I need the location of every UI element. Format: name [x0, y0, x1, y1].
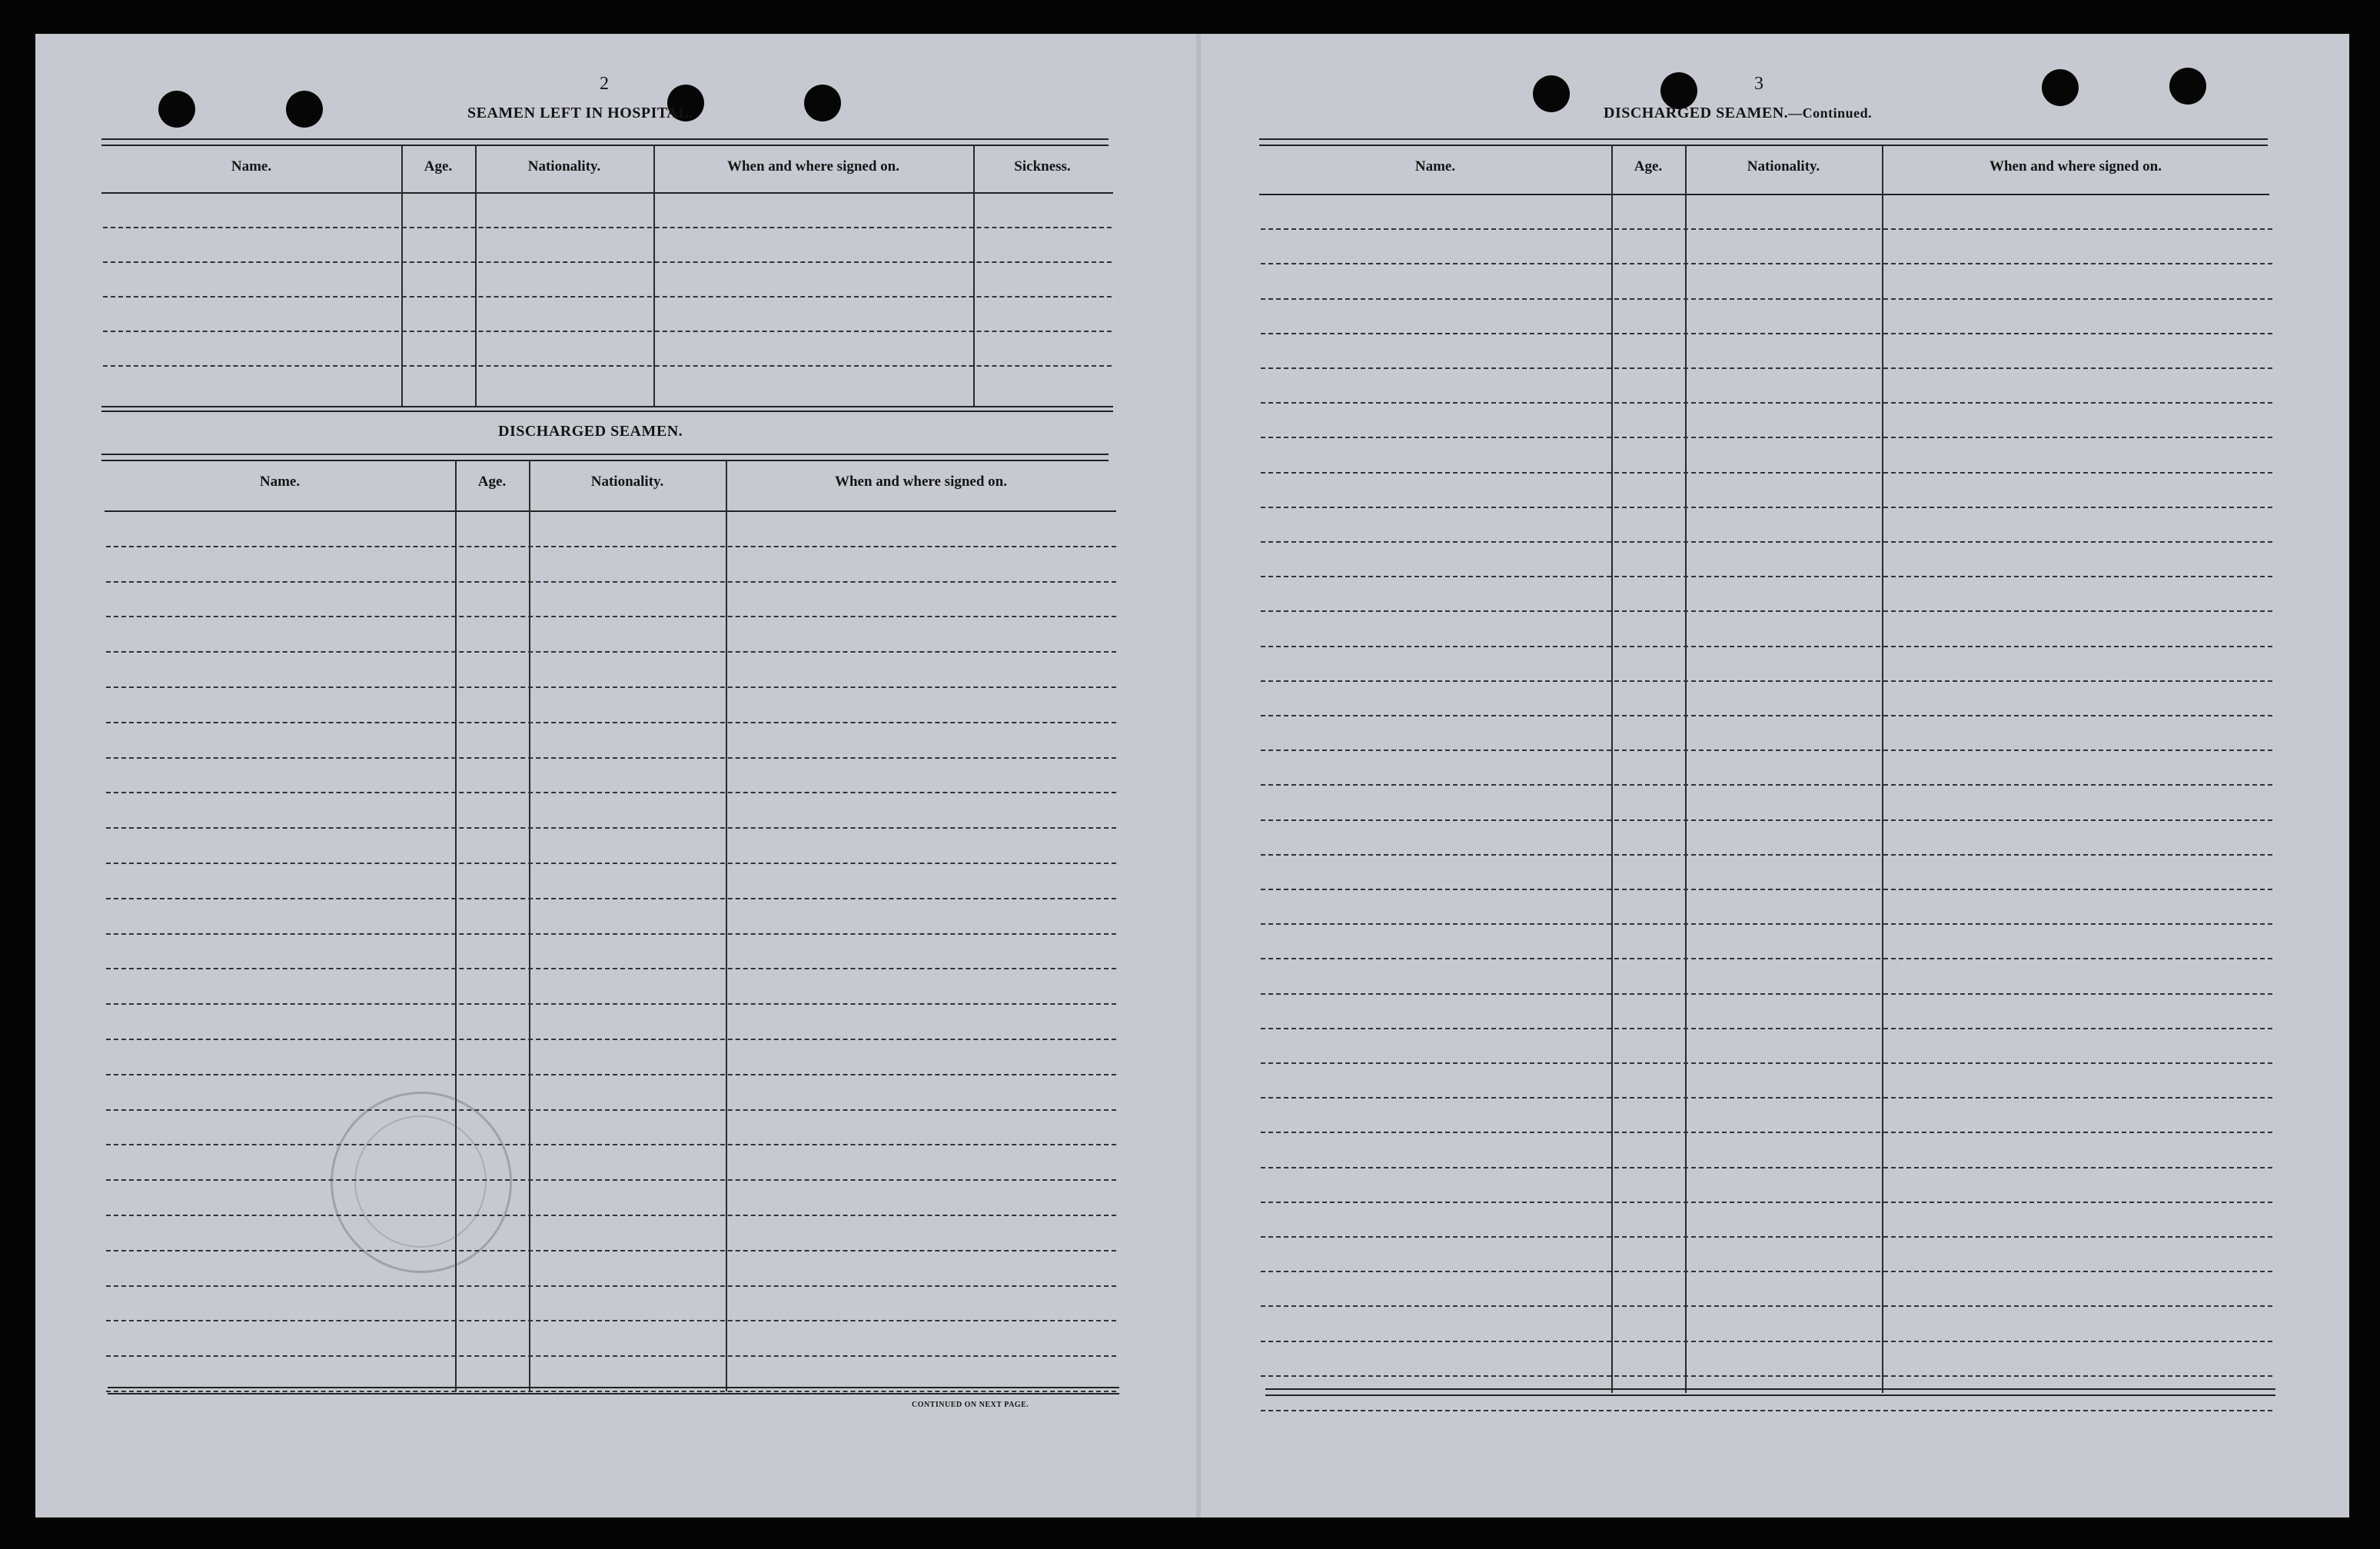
table-row — [106, 968, 1116, 969]
table-row — [106, 1215, 1116, 1216]
left-sheet — [35, 34, 1199, 1517]
rule — [101, 454, 1109, 455]
table-row — [106, 686, 1116, 688]
table-row — [106, 757, 1116, 759]
table-row — [1261, 1236, 2272, 1238]
column-divider — [475, 145, 477, 406]
table-row — [106, 1144, 1116, 1145]
column-divider — [529, 460, 530, 1391]
table-row — [1261, 646, 2272, 647]
rule — [1265, 1394, 2275, 1396]
table-row — [106, 1109, 1116, 1111]
continued-note: CONTINUED ON NEXT PAGE. — [912, 1401, 1029, 1409]
col-header-age: Age. — [477, 474, 507, 490]
rule — [108, 1393, 1119, 1394]
rule — [1259, 145, 2268, 146]
punch-hole — [2042, 69, 2079, 106]
punch-hole — [158, 91, 195, 128]
col-header-name: Name. — [259, 474, 301, 490]
table-row — [106, 722, 1116, 723]
col-header-nationality: Nationality. — [1747, 158, 1820, 175]
table-row — [106, 1039, 1116, 1040]
table-row — [1261, 1028, 2272, 1029]
table-row — [106, 1285, 1116, 1287]
table-row — [106, 1003, 1116, 1005]
section-title-main: DISCHARGED SEAMEN. — [1604, 105, 1789, 121]
column-divider — [973, 145, 975, 406]
punch-hole — [286, 91, 323, 128]
table-row — [1261, 298, 2272, 300]
rule — [1259, 194, 2269, 195]
table-row — [1261, 1305, 2272, 1307]
rule — [105, 510, 1116, 512]
stamp-impression — [331, 1092, 512, 1273]
rule — [108, 1387, 1119, 1388]
table-row — [1261, 228, 2272, 230]
rule — [101, 460, 1109, 461]
column-divider — [1685, 145, 1687, 1393]
page-number: 3 — [1754, 74, 1763, 94]
table-row — [1261, 750, 2272, 751]
table-row — [1261, 472, 2272, 474]
table-row — [1261, 541, 2272, 543]
table-row — [1261, 819, 2272, 821]
table-row — [106, 1179, 1116, 1181]
table-row — [1261, 437, 2272, 438]
table-row — [106, 1250, 1116, 1251]
table-row — [106, 792, 1116, 793]
table-row — [106, 581, 1116, 583]
table-row — [1261, 576, 2272, 577]
table-row — [106, 651, 1116, 653]
table-row — [106, 933, 1116, 935]
table-row — [1261, 923, 2272, 925]
table-row — [106, 1074, 1116, 1075]
col-header-nationality: Nationality. — [527, 158, 601, 175]
table-row — [1261, 1341, 2272, 1342]
table-row — [106, 1391, 1116, 1392]
table-row — [106, 827, 1116, 829]
rule — [1259, 138, 2268, 140]
table-row — [1261, 610, 2272, 612]
page-fold — [1196, 34, 1201, 1517]
col-header-name: Name. — [1414, 158, 1456, 175]
table-row — [1261, 715, 2272, 716]
table-row — [1261, 1271, 2272, 1272]
column-divider — [726, 460, 727, 1391]
rule — [101, 145, 1109, 146]
table-row — [106, 1355, 1116, 1357]
table-row — [103, 227, 1112, 228]
hospital-section-title: SEAMEN LEFT IN HOSPITAL. — [467, 105, 693, 121]
discharged-continued-title — [1604, 105, 1872, 122]
table-row — [1261, 680, 2272, 682]
table-row — [106, 616, 1116, 617]
column-divider — [653, 145, 655, 406]
table-row — [103, 365, 1112, 367]
table-row — [1261, 958, 2272, 959]
rule — [101, 192, 1113, 194]
table-row — [1261, 1202, 2272, 1203]
col-header-signed-on: When and where signed on. — [726, 158, 899, 175]
table-row — [1261, 784, 2272, 786]
table-row — [1261, 993, 2272, 995]
rule — [101, 406, 1113, 407]
discharged-section-title: DISCHARGED SEAMEN. — [498, 423, 683, 440]
table-row — [1261, 1410, 2272, 1411]
table-row — [1261, 1132, 2272, 1133]
punch-hole — [2169, 68, 2206, 105]
table-row — [103, 331, 1112, 332]
table-row — [1261, 333, 2272, 334]
right-sheet — [1199, 34, 2349, 1517]
col-header-nationality: Nationality. — [590, 474, 664, 490]
table-row — [1261, 1062, 2272, 1064]
table-row — [1261, 402, 2272, 404]
col-header-age: Age. — [424, 158, 453, 175]
table-row — [1261, 889, 2272, 890]
column-divider — [401, 145, 403, 406]
table-row — [103, 261, 1112, 263]
page-number: 2 — [600, 74, 609, 94]
punch-hole — [804, 85, 841, 121]
table-row — [1261, 1375, 2272, 1377]
table-row — [1261, 263, 2272, 264]
rule — [101, 411, 1113, 412]
table-row — [106, 1320, 1116, 1321]
column-divider — [1882, 145, 1883, 1393]
punch-hole — [1660, 72, 1697, 109]
punch-hole — [1533, 75, 1570, 112]
table-row — [1261, 367, 2272, 369]
column-divider — [1611, 145, 1613, 1393]
col-header-age: Age. — [1634, 158, 1663, 175]
table-row — [106, 546, 1116, 547]
col-header-name: Name. — [231, 158, 272, 175]
table-row — [1261, 507, 2272, 508]
table-row — [106, 898, 1116, 899]
col-header-signed-on: When and where signed on. — [1989, 158, 2162, 175]
table-row — [103, 296, 1112, 298]
rule — [1265, 1388, 2275, 1390]
section-title-suffix: —Continued. — [1788, 105, 1873, 121]
table-row — [106, 863, 1116, 864]
table-row — [1261, 1097, 2272, 1099]
col-header-signed-on: When and where signed on. — [834, 474, 1007, 490]
rule — [101, 138, 1109, 140]
table-row — [1261, 1167, 2272, 1168]
col-header-sickness: Sickness. — [1014, 158, 1071, 175]
table-row — [1261, 854, 2272, 856]
